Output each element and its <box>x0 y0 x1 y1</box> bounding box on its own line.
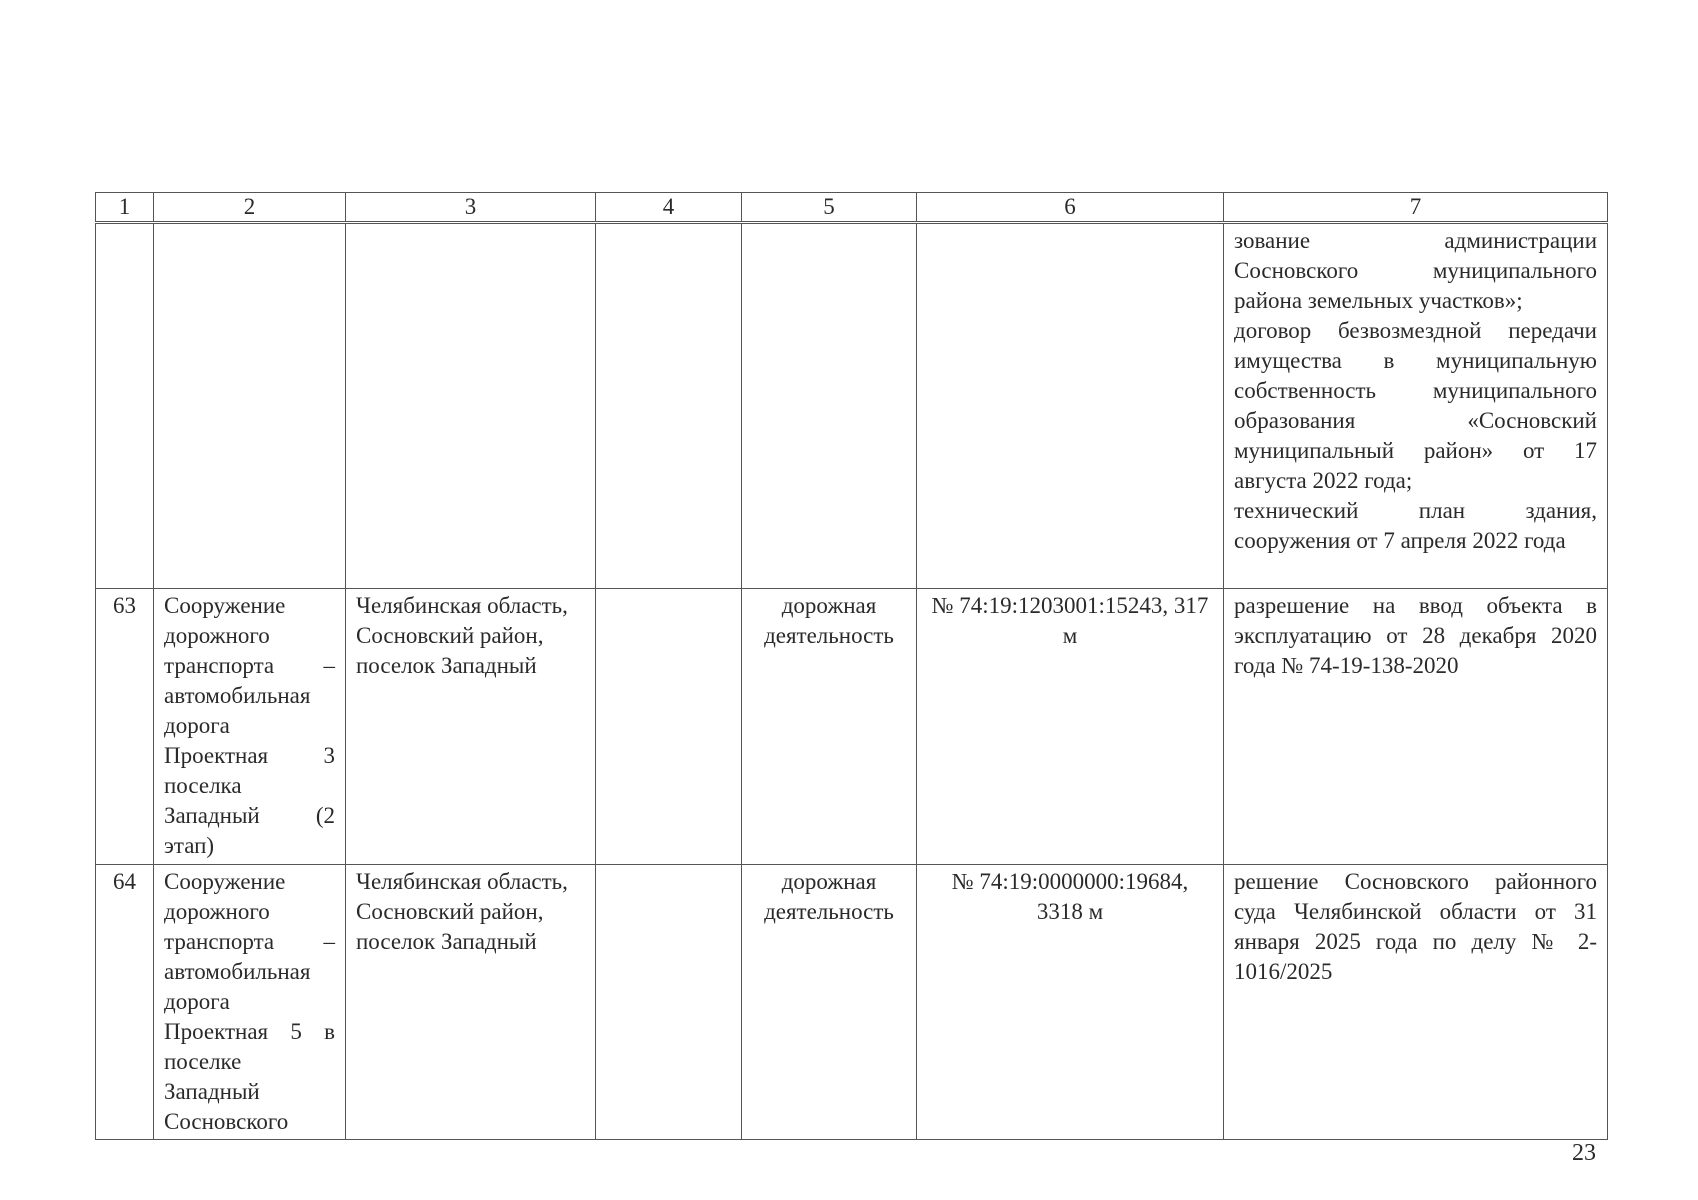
continuation-cell-6 <box>917 223 1224 589</box>
row-number: 63 <box>96 589 154 865</box>
column-header-2: 2 <box>154 193 346 223</box>
basis-paragraph: договор безвозмездной передачи имущества в муниципальную собственность муниципального образования «Сосновский муниципальный район» от 17 августа 2022 года; <box>1234 318 1597 493</box>
continuation-row <box>96 223 1608 589</box>
ownership-basis: разрешение на ввод объекта в эксплуатацию от 28 декабря 2020 года № 74-19-138-2020 <box>1224 589 1608 865</box>
basis-paragraph: зование администрации Сосновского муниципального района земельных участков»; <box>1234 228 1597 313</box>
continuation-cell-5 <box>742 223 917 589</box>
object-name: Сооружение дорожного транспорта – автомобильная дорога Проектная 5 в поселке Западный Сосновского <box>154 865 346 1140</box>
continuation-basis-cell <box>1224 223 1608 589</box>
column-header-4: 4 <box>596 193 742 223</box>
object-address: Челябинская область, Сосновский район, поселок Западный <box>346 865 596 1140</box>
table-row <box>96 865 1608 1140</box>
ownership-basis: решение Сосновского районного суда Челябинской области от 31 января 2025 года по делу № 2-1016/2025 <box>1224 865 1608 1140</box>
column-header-1: 1 <box>96 193 154 223</box>
column-header-6: 6 <box>917 193 1224 223</box>
cadastral-number: № 74:19:1203001:15243, 317 м <box>917 589 1224 865</box>
column-4-value <box>596 589 742 865</box>
column-number-header-row <box>96 193 1608 223</box>
column-header-7: 7 <box>1224 193 1608 223</box>
object-purpose: дорожная деятельность <box>742 865 917 1140</box>
page-number: 23 <box>1572 1140 1596 1166</box>
continuation-cell-4 <box>596 223 742 589</box>
object-purpose: дорожная деятельность <box>742 589 917 865</box>
object-address: Челябинская область, Сосновский район, поселок Западный <box>346 589 596 865</box>
property-registry-table <box>95 192 1608 1140</box>
continuation-cell-2 <box>154 223 346 589</box>
object-name: Сооружение дорожного транспорта – автомобильная дорога Проектная 3 поселка Западный (2 этап) <box>154 589 346 865</box>
row-number: 64 <box>96 865 154 1140</box>
column-header-3: 3 <box>346 193 596 223</box>
basis-paragraph: технический план здания, сооружения от 7 апреля 2022 года <box>1234 498 1597 553</box>
column-4-value <box>596 865 742 1140</box>
column-header-5: 5 <box>742 193 917 223</box>
cadastral-number: № 74:19:0000000:19684, 3318 м <box>917 865 1224 1140</box>
table-row <box>96 589 1608 865</box>
continuation-cell-1 <box>96 223 154 589</box>
continuation-cell-3 <box>346 223 596 589</box>
